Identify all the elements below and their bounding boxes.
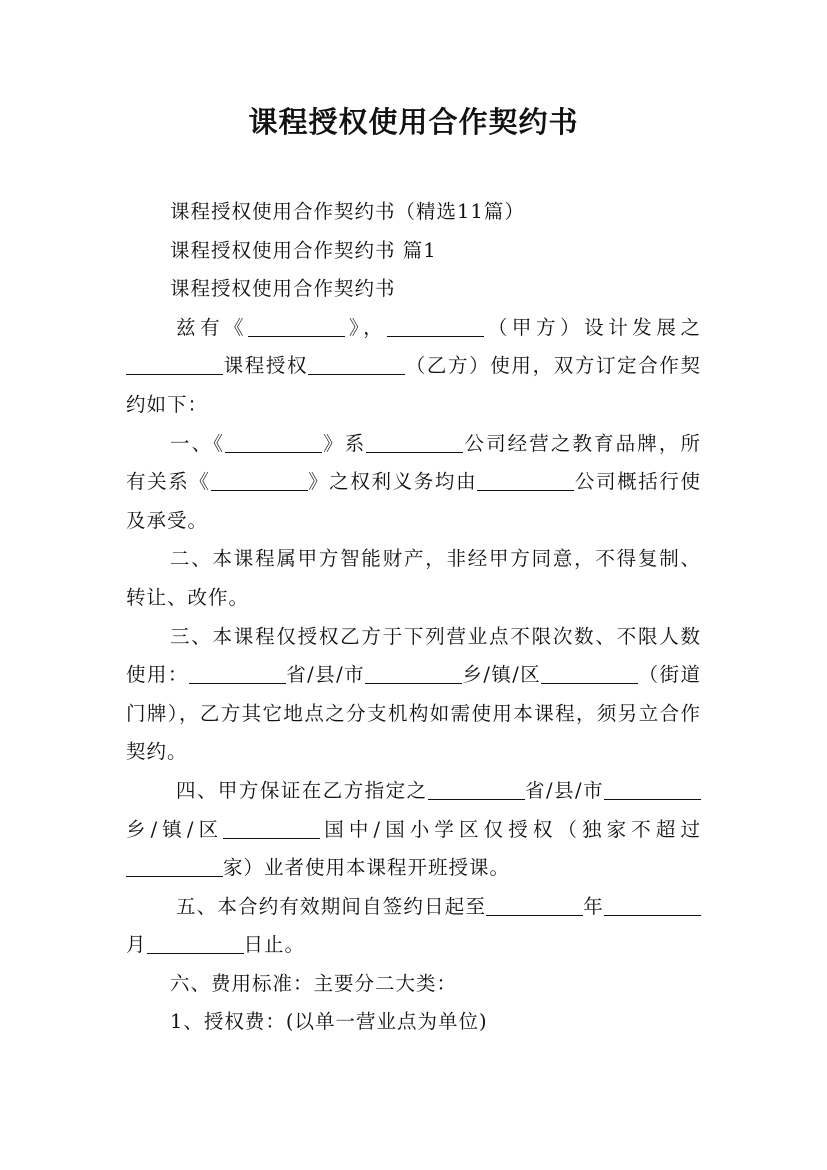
fill-blank: [225, 432, 322, 453]
fill-blank: [541, 664, 638, 685]
text-fragment: 家）业者使用本课程开班授课。: [223, 856, 511, 880]
text-fragment: 省/县/市: [285, 663, 365, 687]
fill-blank: [604, 779, 701, 800]
text-fragment: 乡/镇/区: [462, 663, 542, 687]
fill-blank: [486, 895, 583, 916]
fill-blank: [604, 895, 701, 916]
text-fragment: 一、《: [170, 431, 226, 455]
subtitle-collection: 课程授权使用合作契约书（精选11篇）: [170, 200, 525, 223]
subtitle-contract-name: 课程授权使用合作契约书: [170, 277, 396, 301]
text-fragment: 兹有《: [176, 315, 249, 339]
clause-3: [126, 618, 701, 772]
fill-blank: [126, 857, 223, 878]
text-fragment: 课程授权: [223, 354, 309, 378]
document-body: [126, 193, 701, 1042]
clause-2: 二、本课程属甲方智能财产，非经甲方同意，不得复制、转让、改作。: [126, 547, 701, 609]
text-fragment: 》之权利义务均由: [307, 470, 478, 494]
fill-blank: [223, 818, 320, 839]
text-fragment: （街道门牌），乙方其它地点之分支机构如需使用本课程，须另立合作契约。: [126, 663, 701, 764]
text-fragment: 》，: [345, 315, 388, 339]
fill-blank: [211, 471, 308, 492]
text-fragment: 省/县/市: [524, 778, 604, 802]
document-title: 课程授权使用合作契约书: [248, 105, 579, 139]
fill-blank: [366, 432, 463, 453]
paragraph-preamble: [126, 309, 701, 425]
clause-5: [126, 888, 701, 965]
fill-blank: [147, 934, 244, 955]
text-fragment: 国中/国小学区仅授权（独家不超过: [320, 817, 701, 841]
text-fragment: 公司经营之教育品牌，所有关系《: [126, 431, 701, 494]
text-fragment: 》系: [322, 431, 367, 455]
fill-blank: [126, 355, 223, 376]
text-fragment: 五、本合约有效期间自签约日起至: [176, 894, 487, 918]
text-fragment: （甲方）设计发展之: [484, 315, 701, 339]
text-fragment: 乡/镇/区: [126, 817, 224, 841]
fill-blank: [308, 355, 405, 376]
text-fragment: 年: [583, 894, 604, 918]
fill-blank: [477, 471, 574, 492]
clause-6: 六、费用标准：主要分二大类：: [170, 971, 458, 995]
fill-blank: [428, 779, 525, 800]
text-fragment: 月: [126, 933, 147, 957]
clause-4: [126, 772, 701, 888]
text-fragment: 四、甲方保证在乙方指定之: [176, 778, 428, 802]
text-fragment: 三、本课程仅授权乙方于下列营业点不限次数、不限人数使用：: [126, 624, 701, 687]
fill-blank: [248, 316, 345, 337]
text-fragment: 日止。: [243, 933, 306, 957]
fill-blank: [365, 664, 462, 685]
fill-blank: [189, 664, 286, 685]
clause-1: [126, 425, 701, 541]
subtitle-chapter: 课程授权使用合作契约书 篇1: [170, 238, 437, 262]
text-fragment: （乙方）使用，双方订定合作契约如下：: [126, 354, 701, 416]
fill-blank: [387, 316, 484, 337]
clause-6-item-1: 1、授权费：(以单一营业点为单位): [170, 1010, 488, 1034]
text-fragment: 公司概括行使及承受。: [126, 470, 701, 532]
